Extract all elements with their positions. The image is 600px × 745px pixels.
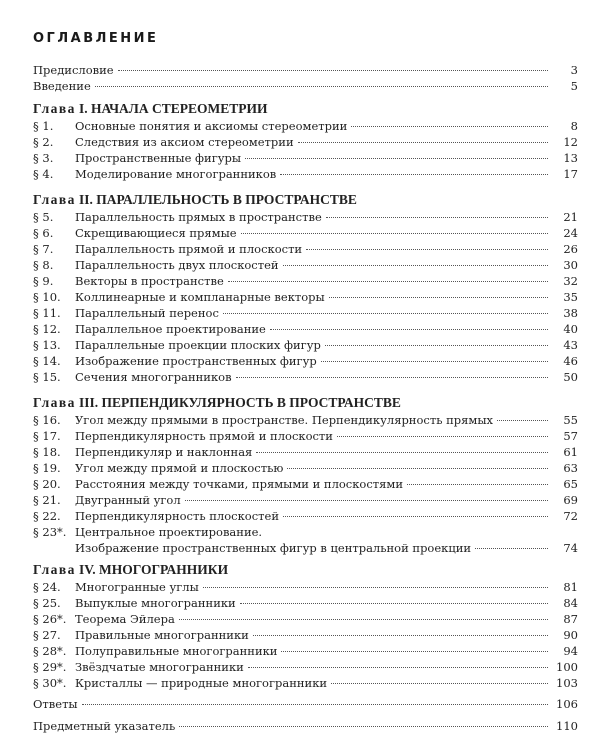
toc-entry bbox=[33, 508, 578, 524]
entry-title: Основные понятия и аксиомы стереометрии bbox=[75, 119, 348, 133]
dot-leader bbox=[329, 297, 548, 298]
dot-leader bbox=[283, 265, 548, 266]
chapter-title: IV. МНОГОГРАННИКИ bbox=[78, 562, 229, 577]
dot-leader bbox=[298, 142, 548, 143]
page-number: 74 bbox=[563, 541, 578, 555]
page-number: 17 bbox=[563, 167, 578, 181]
toc-entry bbox=[33, 492, 578, 508]
page-number: 50 bbox=[563, 370, 578, 384]
page-number: 63 bbox=[563, 461, 578, 475]
toc-section bbox=[33, 696, 578, 712]
page-number: 35 bbox=[563, 290, 578, 304]
page-number: 40 bbox=[563, 322, 578, 336]
page-number: 43 bbox=[563, 338, 578, 352]
dot-leader bbox=[407, 484, 548, 485]
page-number: 103 bbox=[556, 676, 578, 690]
entry-title: Изображение пространственных фигур в центральной проекции bbox=[75, 541, 472, 555]
page-number: 24 bbox=[563, 226, 578, 240]
section-number: § 8. bbox=[33, 258, 54, 272]
toc-entry bbox=[33, 321, 578, 337]
entry-title: Сечения многогранников bbox=[75, 370, 232, 384]
toc-entry bbox=[33, 241, 578, 257]
toc-entry bbox=[33, 273, 578, 289]
dot-leader bbox=[351, 126, 548, 127]
entry-title: Введение bbox=[33, 79, 91, 93]
dot-leader bbox=[179, 726, 548, 727]
toc-section bbox=[33, 561, 578, 691]
dot-leader bbox=[82, 704, 548, 705]
dot-leader bbox=[280, 174, 548, 175]
section-number: § 24. bbox=[33, 580, 61, 594]
section-number: § 1. bbox=[33, 119, 54, 133]
entry-title: Правильные многогранники bbox=[75, 628, 249, 642]
entry-title: Многогранные углы bbox=[75, 580, 199, 594]
entry-title: Звёздчатые многогранники bbox=[75, 660, 244, 674]
entry-title: Параллельность прямых в пространстве bbox=[75, 210, 322, 224]
toc-section bbox=[33, 718, 578, 734]
toc-entry bbox=[33, 305, 578, 321]
page-number: 69 bbox=[563, 493, 578, 507]
section-number: § 9. bbox=[33, 274, 54, 288]
dot-leader bbox=[321, 361, 548, 362]
section-number: § 28*. bbox=[33, 644, 67, 658]
page-number: 32 bbox=[563, 274, 578, 288]
entry-title: Параллельное проектирование bbox=[75, 322, 266, 336]
dot-leader bbox=[118, 70, 548, 71]
entry-title: Выпуклые многогранники bbox=[75, 596, 236, 610]
entry-title: Скрещивающиеся прямые bbox=[75, 226, 237, 240]
toc-title: ОГЛАВЛЕНИЕ bbox=[33, 31, 159, 46]
page-number: 61 bbox=[563, 445, 578, 459]
dot-leader bbox=[223, 313, 548, 314]
page-number: 110 bbox=[556, 719, 578, 733]
entry-title: Перпендикулярность плоскостей bbox=[75, 509, 279, 523]
entry-title: Полуправильные многогранники bbox=[75, 644, 278, 658]
dot-leader bbox=[236, 377, 548, 378]
page-number: 3 bbox=[570, 63, 578, 77]
toc-entry bbox=[33, 444, 578, 460]
toc-entry bbox=[33, 659, 578, 675]
toc-section bbox=[33, 191, 578, 385]
toc-entry bbox=[33, 150, 578, 166]
back-entry bbox=[33, 718, 578, 734]
dot-leader bbox=[287, 468, 548, 469]
page-number: 72 bbox=[563, 509, 578, 523]
dot-leader bbox=[185, 500, 548, 501]
toc-entry bbox=[33, 257, 578, 273]
entry-title: Параллельность прямой и плоскости bbox=[75, 242, 303, 256]
section-number: § 5. bbox=[33, 210, 54, 224]
chapter-title: I. НАЧАЛА СТЕРЕОМЕТРИИ bbox=[78, 101, 268, 116]
dot-leader bbox=[306, 249, 548, 250]
page-number: 46 bbox=[563, 354, 578, 368]
chapter-label: Глава bbox=[33, 562, 76, 577]
toc-entry bbox=[33, 369, 578, 385]
section-number: § 20. bbox=[33, 477, 61, 491]
section-number: § 26*. bbox=[33, 612, 67, 626]
section-number: § 3. bbox=[33, 151, 54, 165]
section-number: § 19. bbox=[33, 461, 61, 475]
page-number: 8 bbox=[570, 119, 578, 133]
entry-title: Изображение пространственных фигур bbox=[75, 354, 317, 368]
entry-title: Расстояния между точками, прямыми и плоскостями bbox=[75, 477, 404, 491]
back-entry bbox=[33, 696, 578, 712]
toc-entry bbox=[33, 524, 578, 540]
dot-leader bbox=[179, 619, 548, 620]
front-entry bbox=[33, 62, 578, 78]
dot-leader bbox=[203, 587, 548, 588]
toc-section bbox=[33, 100, 578, 182]
section-number: § 10. bbox=[33, 290, 61, 304]
dot-leader bbox=[283, 516, 548, 517]
entry-title: Параллельность двух плоскостей bbox=[75, 258, 279, 272]
section-number: § 25. bbox=[33, 596, 61, 610]
chapter-title: III. ПЕРПЕНДИКУЛЯРНОСТЬ В ПРОСТРАНСТВЕ bbox=[78, 395, 401, 410]
chapter-label: Глава bbox=[33, 101, 76, 116]
chapter-heading bbox=[33, 191, 578, 209]
chapter-heading bbox=[33, 561, 578, 579]
section-number: § 6. bbox=[33, 226, 54, 240]
section-number: § 27. bbox=[33, 628, 61, 642]
entry-title: Угол между прямой и плоскостью bbox=[75, 461, 284, 475]
page-number: 26 bbox=[563, 242, 578, 256]
entry-title: Ответы bbox=[33, 697, 78, 711]
section-number: § 29*. bbox=[33, 660, 67, 674]
page-number: 100 bbox=[556, 660, 578, 674]
toc-entry bbox=[33, 353, 578, 369]
page-number: 12 bbox=[563, 135, 578, 149]
toc-entry-continuation bbox=[33, 540, 578, 556]
dot-leader bbox=[256, 452, 548, 453]
chapter-label: Глава bbox=[33, 192, 76, 207]
section-number: § 15. bbox=[33, 370, 61, 384]
page-number: 84 bbox=[563, 596, 578, 610]
dot-leader bbox=[331, 683, 548, 684]
section-number: § 16. bbox=[33, 413, 61, 427]
dot-leader bbox=[95, 86, 548, 87]
toc-entry bbox=[33, 675, 578, 691]
dot-leader bbox=[241, 233, 548, 234]
entry-title: Параллельные проекции плоских фигур bbox=[75, 338, 321, 352]
section-number: § 30*. bbox=[33, 676, 67, 690]
entry-title: Кристаллы — природные многогранники bbox=[75, 676, 328, 690]
section-number: § 21. bbox=[33, 493, 61, 507]
entry-title: Пространственные фигуры bbox=[75, 151, 241, 165]
page-number: 90 bbox=[563, 628, 578, 642]
entry-title: Предметный указатель bbox=[33, 719, 176, 733]
section-number: § 22. bbox=[33, 509, 61, 523]
dot-leader bbox=[245, 158, 548, 159]
section-number: § 14. bbox=[33, 354, 61, 368]
section-number: § 18. bbox=[33, 445, 61, 459]
chapter-heading bbox=[33, 394, 578, 412]
dot-leader bbox=[475, 548, 548, 549]
entry-title: Параллельный перенос bbox=[75, 306, 219, 320]
page-number: 30 bbox=[563, 258, 578, 272]
toc-entry bbox=[33, 476, 578, 492]
entry-title: Следствия из аксиом стереометрии bbox=[75, 135, 294, 149]
toc-entry bbox=[33, 611, 578, 627]
chapter-label: Глава bbox=[33, 395, 76, 410]
toc-entry bbox=[33, 166, 578, 182]
page-number: 106 bbox=[556, 697, 578, 711]
entry-title: Теорема Эйлера bbox=[75, 612, 175, 626]
toc-entry bbox=[33, 134, 578, 150]
page-number: 57 bbox=[563, 429, 578, 443]
section-number: § 11. bbox=[33, 306, 61, 320]
toc-entry bbox=[33, 460, 578, 476]
section-number: § 12. bbox=[33, 322, 61, 336]
dot-leader bbox=[228, 281, 548, 282]
dot-leader bbox=[270, 329, 548, 330]
toc-entry bbox=[33, 627, 578, 643]
section-number: § 17. bbox=[33, 429, 61, 443]
toc-entry bbox=[33, 118, 578, 134]
entry-title: Центральное проектирование. bbox=[75, 525, 263, 539]
chapter-title: II. ПАРАЛЛЕЛЬНОСТЬ В ПРОСТРАНСТВЕ bbox=[78, 192, 357, 207]
toc-entry bbox=[33, 209, 578, 225]
entry-title: Угол между прямыми в пространстве. Перпендикулярность прямых bbox=[75, 413, 493, 427]
page-number: 81 bbox=[563, 580, 578, 594]
toc-section bbox=[33, 62, 578, 94]
dot-leader bbox=[325, 345, 548, 346]
toc-entry bbox=[33, 595, 578, 611]
dot-leader bbox=[497, 420, 548, 421]
page-number: 13 bbox=[563, 151, 578, 165]
dot-leader bbox=[326, 217, 548, 218]
toc-entry bbox=[33, 428, 578, 444]
section-number: § 23*. bbox=[33, 525, 67, 539]
toc-entry bbox=[33, 337, 578, 353]
entry-title: Двугранный угол bbox=[75, 493, 181, 507]
toc-section bbox=[33, 394, 578, 556]
toc-entry bbox=[33, 643, 578, 659]
dot-leader bbox=[337, 436, 548, 437]
dot-leader bbox=[253, 635, 548, 636]
page-number: 65 bbox=[563, 477, 578, 491]
page-number: 94 bbox=[563, 644, 578, 658]
entry-title: Моделирование многогранников bbox=[75, 167, 277, 181]
section-number: § 2. bbox=[33, 135, 54, 149]
toc-entry bbox=[33, 289, 578, 305]
page-number: 21 bbox=[563, 210, 578, 224]
front-entry bbox=[33, 78, 578, 94]
section-number: § 4. bbox=[33, 167, 54, 181]
entry-title: Векторы в пространстве bbox=[75, 274, 224, 288]
section-number: § 7. bbox=[33, 242, 54, 256]
dot-leader bbox=[248, 667, 548, 668]
entry-title: Перпендикуляр и наклонная bbox=[75, 445, 253, 459]
page-number: 87 bbox=[563, 612, 578, 626]
page-number: 38 bbox=[563, 306, 578, 320]
toc-entry bbox=[33, 412, 578, 428]
entry-title: Перпендикулярность прямой и плоскости bbox=[75, 429, 333, 443]
dot-leader bbox=[240, 603, 548, 604]
entry-title: Коллинеарные и компланарные векторы bbox=[75, 290, 325, 304]
dot-leader bbox=[281, 651, 548, 652]
toc-entry bbox=[33, 225, 578, 241]
chapter-heading bbox=[33, 100, 578, 118]
entry-title: Предисловие bbox=[33, 63, 114, 77]
section-number: § 13. bbox=[33, 338, 61, 352]
page-number: 5 bbox=[570, 79, 578, 93]
page-number: 55 bbox=[563, 413, 578, 427]
toc-entry bbox=[33, 579, 578, 595]
